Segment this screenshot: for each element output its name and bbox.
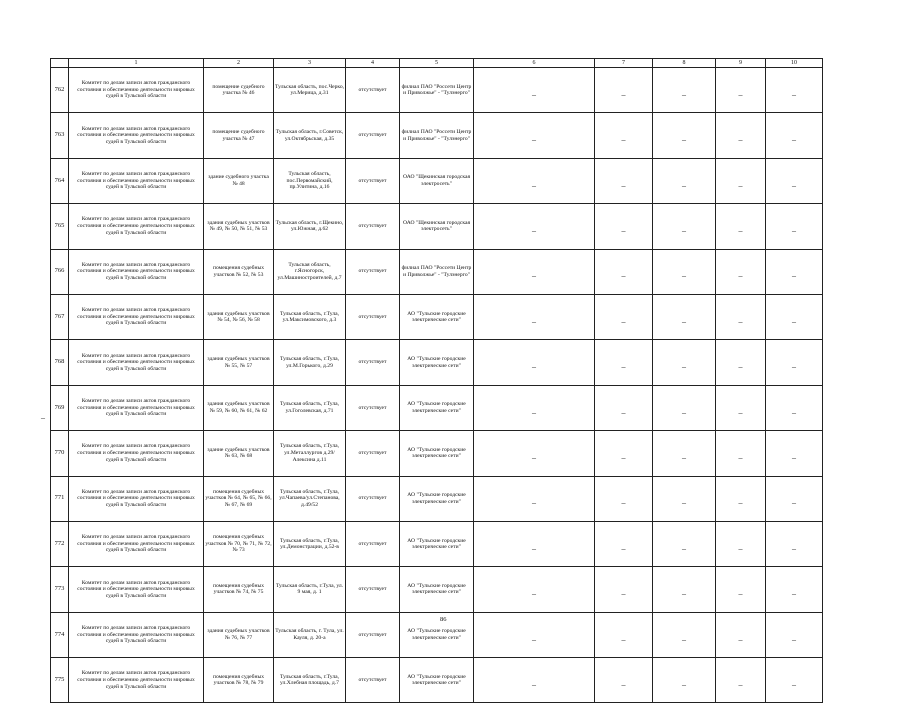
empty-value-cell: – (653, 249, 716, 294)
row-number-cell: 762 (51, 68, 69, 113)
table-cell: Тульская область, г.Щекино, ул.Южная, д.62 (274, 204, 346, 249)
row-number-cell: 775 (51, 658, 69, 703)
table-cell: Тульская область, г.Тула, ул.Чапаева/ул.Степанова, д.49/52 (274, 476, 346, 521)
page-number: 86 (440, 616, 447, 623)
empty-value-cell: – (716, 294, 766, 339)
column-number-cell: 9 (716, 59, 766, 68)
empty-value-cell: – (766, 612, 823, 657)
empty-value-cell: – (474, 476, 595, 521)
empty-value-cell: – (474, 385, 595, 430)
table-cell: АО "Тульские городские электрические сети" (400, 476, 474, 521)
table-row (51, 476, 823, 521)
table-cell: отсутствует (346, 476, 400, 521)
empty-value-cell: – (653, 612, 716, 657)
table-cell: отсутствует (346, 68, 400, 113)
empty-value-cell: – (474, 340, 595, 385)
empty-value-cell: – (653, 521, 716, 566)
table-cell: отсутствует (346, 340, 400, 385)
column-number-cell: 1 (69, 59, 204, 68)
table-cell: отсутствует (346, 658, 400, 703)
empty-value-cell: – (595, 385, 653, 430)
table-cell: АО "Тульские городские электрические сети" (400, 567, 474, 612)
empty-value-cell: – (716, 204, 766, 249)
empty-value-cell: – (595, 340, 653, 385)
empty-value-cell: – (474, 158, 595, 203)
empty-value-cell: – (474, 521, 595, 566)
table-row (51, 158, 823, 203)
table-cell: АО "Тульские городские электрические сети" (400, 340, 474, 385)
row-number-cell: 769 (51, 385, 69, 430)
empty-value-cell: – (766, 204, 823, 249)
column-number-cell: 3 (274, 59, 346, 68)
table-cell: АО "Тульские городские электрические сети" (400, 431, 474, 476)
empty-value-cell: – (653, 385, 716, 430)
row-number-cell: 768 (51, 340, 69, 385)
table-cell: помещения судебных участков № 52, № 53 (204, 249, 274, 294)
empty-value-cell: – (766, 68, 823, 113)
empty-value-cell: – (653, 567, 716, 612)
empty-value-cell: – (595, 476, 653, 521)
table-row (51, 340, 823, 385)
column-number-cell: 7 (595, 59, 653, 68)
table-cell: Комитет по делам записи актов гражданского состояния и обеспечению деятельности мировых судей в Тульской области (69, 158, 204, 203)
table-cell: здания судебных участков № 59, № 60, № 61, № 62 (204, 385, 274, 430)
table-cell: отсутствует (346, 521, 400, 566)
table-cell: Тульская область, г.Тула, ул.Хлебная площадь, д.7 (274, 658, 346, 703)
empty-value-cell: – (716, 385, 766, 430)
empty-value-cell: – (595, 158, 653, 203)
table-cell: ОАО "Щекинская городская электросеть" (400, 204, 474, 249)
table-cell: помещение судебного участка № 47 (204, 113, 274, 158)
row-number-cell: 764 (51, 158, 69, 203)
empty-value-cell: – (474, 68, 595, 113)
table-row (51, 658, 823, 703)
column-number-cell: 8 (653, 59, 716, 68)
table-cell: Комитет по делам записи актов гражданского состояния и обеспечению деятельности мировых судей в Тульской области (69, 68, 204, 113)
column-number-cell: 6 (474, 59, 595, 68)
table-row (51, 431, 823, 476)
table-cell: АО "Тульские городские электрические сети" (400, 612, 474, 657)
table-cell: Комитет по делам записи актов гражданского состояния и обеспечению деятельности мировых судей в Тульской области (69, 612, 204, 657)
row-number-cell: 763 (51, 113, 69, 158)
empty-value-cell: – (716, 567, 766, 612)
empty-value-cell: – (653, 476, 716, 521)
table-cell: отсутствует (346, 431, 400, 476)
empty-value-cell: – (595, 612, 653, 657)
table-cell: филиал ПАО "Россети Центр и Приволжье" - "Тулэнерго" (400, 68, 474, 113)
table-cell: Комитет по делам записи актов гражданского состояния и обеспечению деятельности мировых судей в Тульской области (69, 521, 204, 566)
empty-value-cell: – (716, 612, 766, 657)
table-row (51, 521, 823, 566)
empty-value-cell: – (766, 567, 823, 612)
table-cell: Тульская область, пос.Первомайский, пр.Улитина, д.16 (274, 158, 346, 203)
table-cell: Тульская область, г.Тула, ул.Демонстрации, д.52-в (274, 521, 346, 566)
table-cell: отсутствует (346, 612, 400, 657)
row-number-cell: 773 (51, 567, 69, 612)
empty-value-cell: – (595, 521, 653, 566)
empty-value-cell: – (766, 249, 823, 294)
table-cell: помещения судебных участков № 70, № 71, № 72, № 73 (204, 521, 274, 566)
table-cell: Тульская область, г.Тула, ул.М.Горького, д.29 (274, 340, 346, 385)
table-cell: Тульская область, г.Тула, ул. 9 мая, д. 1 (274, 567, 346, 612)
column-number-cell: 2 (204, 59, 274, 68)
empty-value-cell: – (595, 249, 653, 294)
table-row (51, 294, 823, 339)
table-cell: отсутствует (346, 385, 400, 430)
empty-value-cell: – (716, 521, 766, 566)
table-cell: Тульская область, г.Тула, ул.Максимовского, д.3 (274, 294, 346, 339)
margin-mark: – (41, 413, 45, 422)
table-cell: отсутствует (346, 249, 400, 294)
empty-value-cell: – (474, 294, 595, 339)
table-cell: Комитет по делам записи актов гражданского состояния и обеспечению деятельности мировых судей в Тульской области (69, 249, 204, 294)
table-cell: помещения судебных участков № 64, № 65, № 66, № 67, № 69 (204, 476, 274, 521)
column-number-cell: 10 (766, 59, 823, 68)
table-row (51, 567, 823, 612)
table-cell: Комитет по делам записи актов гражданского состояния и обеспечению деятельности мировых судей в Тульской области (69, 385, 204, 430)
row-number-cell: 770 (51, 431, 69, 476)
table-cell: Комитет по делам записи актов гражданского состояния и обеспечению деятельности мировых судей в Тульской области (69, 113, 204, 158)
empty-value-cell: – (766, 158, 823, 203)
empty-value-cell: – (595, 68, 653, 113)
table-cell: Комитет по делам записи актов гражданского состояния и обеспечению деятельности мировых судей в Тульской области (69, 476, 204, 521)
empty-value-cell: – (474, 249, 595, 294)
table-row (51, 249, 823, 294)
table-row (51, 204, 823, 249)
empty-value-cell: – (653, 113, 716, 158)
table-cell: Тульская область, г.Тула, ул.Металлургов д.29/Алексина д.11 (274, 431, 346, 476)
row-number-cell: 772 (51, 521, 69, 566)
table-cell: помещения судебных участков № 74, № 75 (204, 567, 274, 612)
empty-value-cell: – (653, 340, 716, 385)
table-cell: Комитет по делам записи актов гражданского состояния и обеспечению деятельности мировых судей в Тульской области (69, 294, 204, 339)
table-cell: здания судебных участков № 55, № 57 (204, 340, 274, 385)
table-cell: Комитет по делам записи актов гражданского состояния и обеспечению деятельности мировых судей в Тульской области (69, 567, 204, 612)
empty-value-cell: – (474, 658, 595, 703)
empty-value-cell: – (766, 521, 823, 566)
table-cell: отсутствует (346, 294, 400, 339)
empty-value-cell: – (474, 204, 595, 249)
empty-value-cell: – (595, 204, 653, 249)
register-table (50, 58, 823, 703)
table-cell: Тульская область, г.Ясногорск, ул.Машиностроителей, д.7 (274, 249, 346, 294)
empty-value-cell: – (474, 567, 595, 612)
table-cell: ОАО "Щекинская городская электросеть" (400, 158, 474, 203)
empty-value-cell: – (474, 113, 595, 158)
table-cell: Комитет по делам записи актов гражданского состояния и обеспечению деятельности мировых судей в Тульской области (69, 340, 204, 385)
empty-value-cell: – (595, 113, 653, 158)
empty-value-cell: – (474, 612, 595, 657)
table-cell: Комитет по делам записи актов гражданского состояния и обеспечению деятельности мировых судей в Тульской области (69, 431, 204, 476)
column-number-row (51, 59, 823, 68)
empty-value-cell: – (653, 68, 716, 113)
empty-value-cell: – (766, 431, 823, 476)
empty-value-cell: – (766, 294, 823, 339)
table-cell: здания судебных участков № 54, № 56, № 58 (204, 294, 274, 339)
empty-value-cell: – (716, 658, 766, 703)
table-cell: Комитет по делам записи актов гражданского состояния и обеспечению деятельности мировых судей в Тульской области (69, 204, 204, 249)
header-blank-cell (51, 59, 69, 68)
row-number-cell: 765 (51, 204, 69, 249)
empty-value-cell: – (653, 204, 716, 249)
table-cell: Тульская область, г.Тула, ул.Гоголевская, д.71 (274, 385, 346, 430)
empty-value-cell: – (716, 340, 766, 385)
table-row (51, 113, 823, 158)
table-cell: филиал ПАО "Россети Центр и Приволжье" - "Тулэнерго" (400, 113, 474, 158)
column-number-cell: 4 (346, 59, 400, 68)
empty-value-cell: – (595, 294, 653, 339)
table-cell: филиал ПАО "Россети Центр и Приволжье" - "Тулэнерго" (400, 249, 474, 294)
empty-value-cell: – (766, 476, 823, 521)
table-cell: отсутствует (346, 567, 400, 612)
table-cell: АО "Тульские городские электрические сети" (400, 658, 474, 703)
table-cell: АО "Тульские городские электрические сети" (400, 521, 474, 566)
empty-value-cell: – (474, 431, 595, 476)
row-number-cell: 766 (51, 249, 69, 294)
empty-value-cell: – (716, 158, 766, 203)
table-cell: здание судебного участка № 48 (204, 158, 274, 203)
column-number-cell: 5 (400, 59, 474, 68)
empty-value-cell: – (766, 113, 823, 158)
table-cell: помещения судебных участков № 78, № 79 (204, 658, 274, 703)
table-row (51, 612, 823, 657)
empty-value-cell: – (766, 340, 823, 385)
row-number-cell: 771 (51, 476, 69, 521)
empty-value-cell: – (766, 658, 823, 703)
table-cell: Тульская область, г.Советск, ул.Октябрьская, д.35 (274, 113, 346, 158)
table-cell: Комитет по делам записи актов гражданского состояния и обеспечению деятельности мировых судей в Тульской области (69, 658, 204, 703)
empty-value-cell: – (766, 385, 823, 430)
table-row (51, 68, 823, 113)
empty-value-cell: – (653, 158, 716, 203)
table-cell: помещение судебного участка № 46 (204, 68, 274, 113)
empty-value-cell: – (595, 567, 653, 612)
empty-value-cell: – (595, 431, 653, 476)
table-cell: отсутствует (346, 204, 400, 249)
empty-value-cell: – (716, 249, 766, 294)
table-cell: здания судебных участков № 49, № 50, № 51, № 53 (204, 204, 274, 249)
empty-value-cell: – (653, 658, 716, 703)
table-cell: АО "Тульские городские электрические сети" (400, 385, 474, 430)
table-cell: здания судебных участков № 76, № 77 (204, 612, 274, 657)
row-number-cell: 774 (51, 612, 69, 657)
empty-value-cell: – (716, 113, 766, 158)
table-cell: здание судебных участков № 63, № 68 (204, 431, 274, 476)
row-number-cell: 767 (51, 294, 69, 339)
empty-value-cell: – (716, 68, 766, 113)
empty-value-cell: – (595, 658, 653, 703)
table-row (51, 385, 823, 430)
table-cell: Тульская область, г. Тула, ул. Кауля, д. 20-а (274, 612, 346, 657)
table-cell: Тульская область, пос.Черко, ул.Мерица, д.31 (274, 68, 346, 113)
table-cell: АО "Тульские городские электрические сети" (400, 294, 474, 339)
empty-value-cell: – (653, 431, 716, 476)
empty-value-cell: – (716, 431, 766, 476)
empty-value-cell: – (716, 476, 766, 521)
table-cell: отсутствует (346, 158, 400, 203)
empty-value-cell: – (653, 294, 716, 339)
table-cell: отсутствует (346, 113, 400, 158)
